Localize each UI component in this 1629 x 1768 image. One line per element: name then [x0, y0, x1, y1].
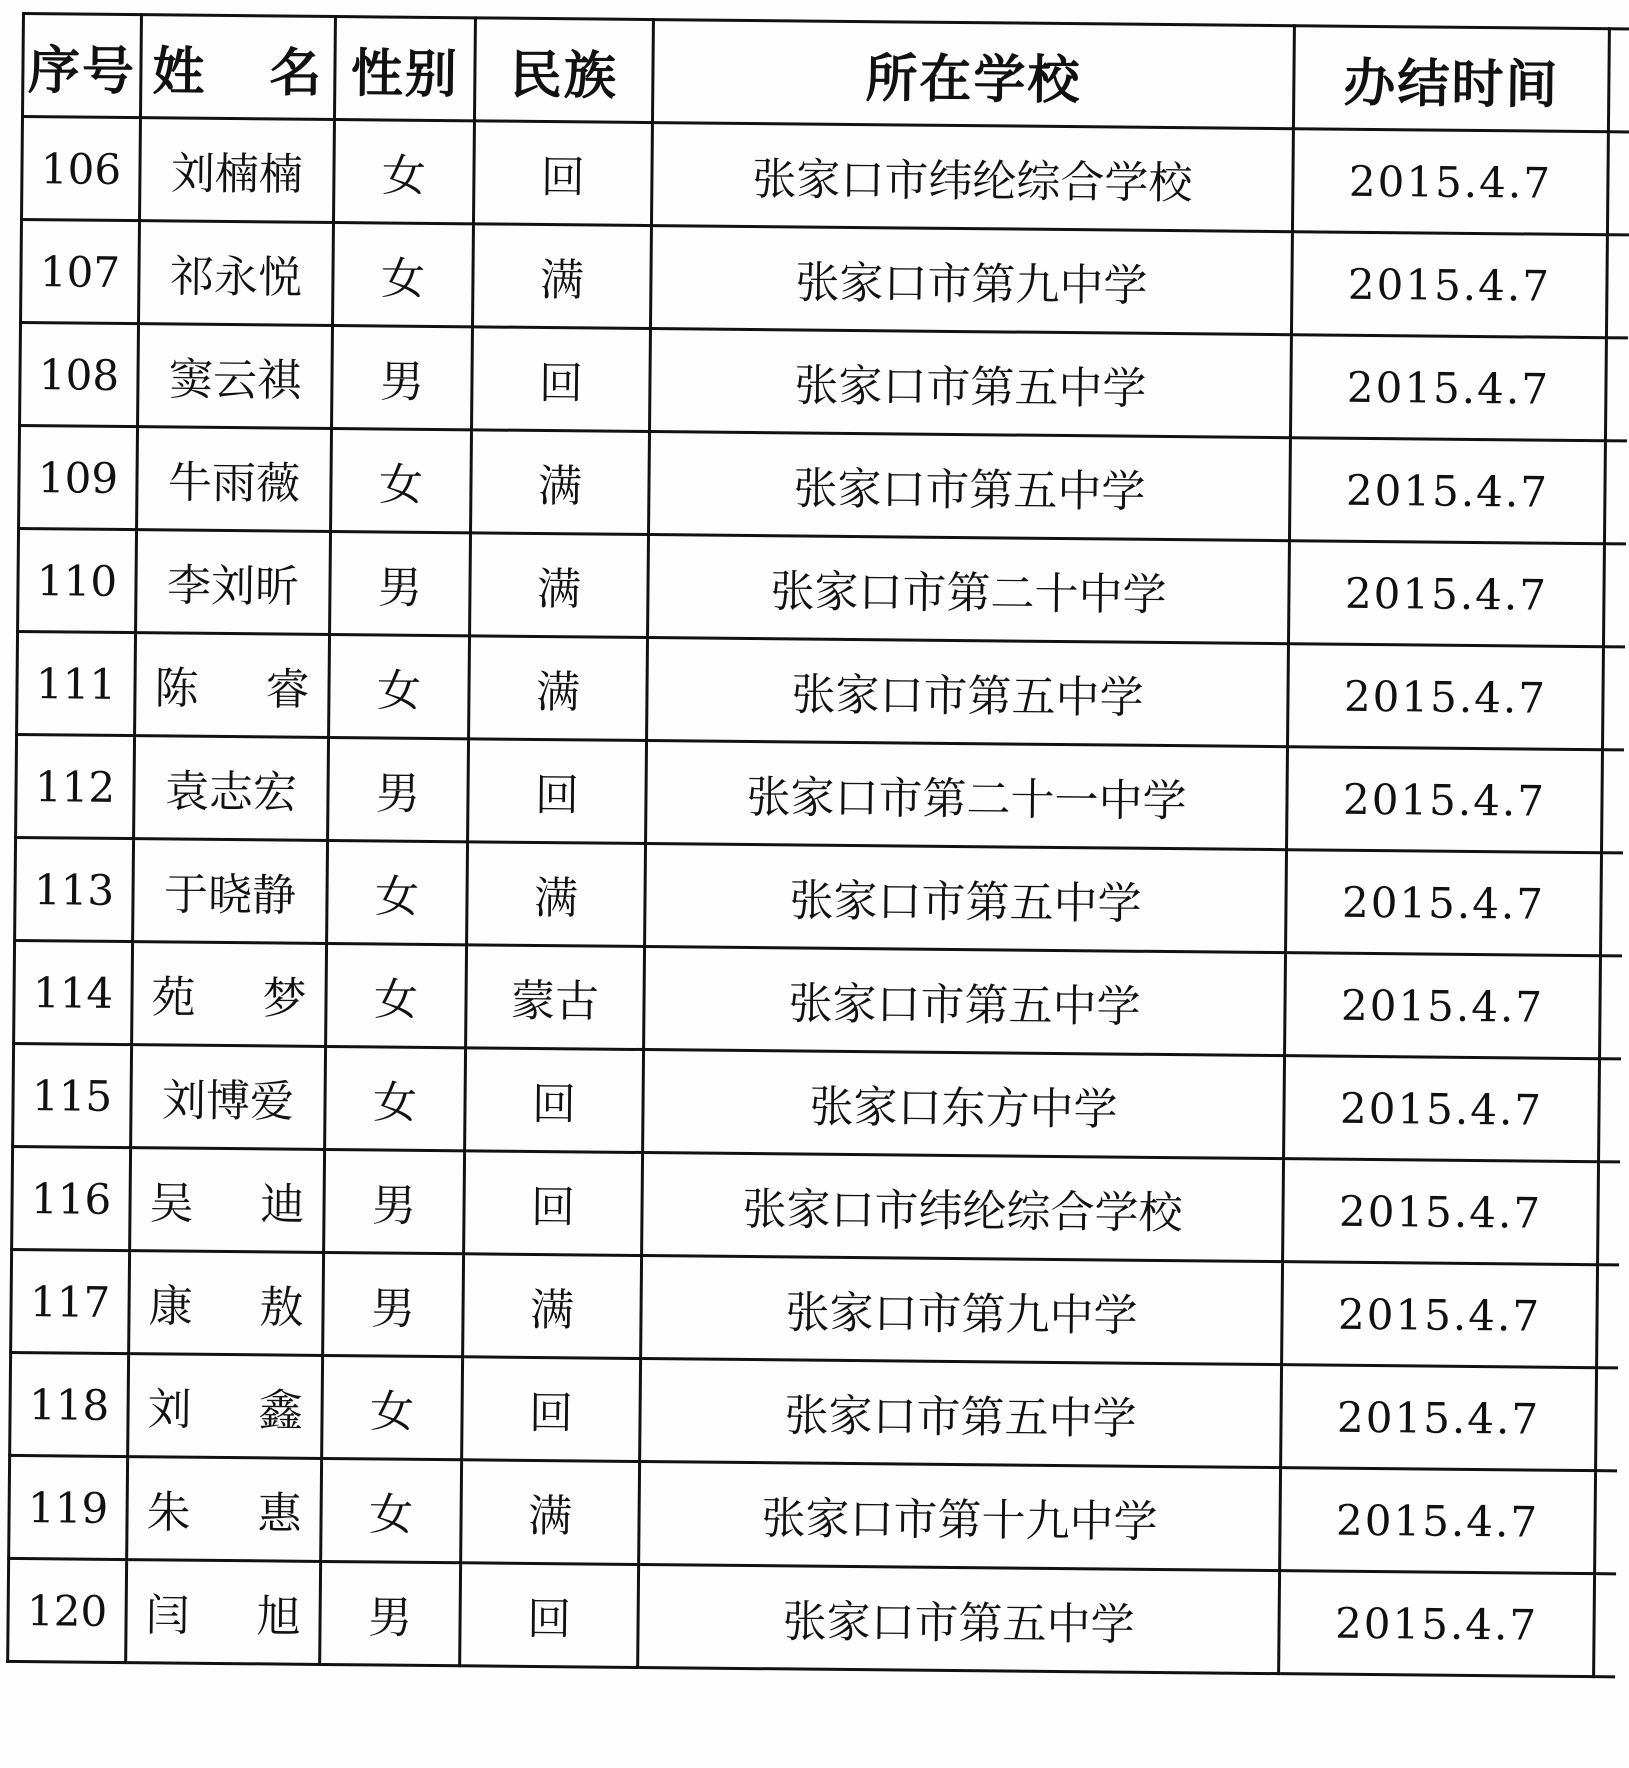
table-row	[15, 837, 1623, 955]
header-ethnicity: 民族	[474, 18, 653, 123]
table-header-row	[22, 14, 1629, 132]
cell-extra	[1595, 1471, 1617, 1574]
cell-name: 牛雨薇	[137, 427, 332, 532]
table-row	[9, 1455, 1617, 1573]
header-date: 办结时间	[1293, 26, 1609, 132]
cell-date: 2015.4.7	[1286, 850, 1602, 956]
table-row	[20, 323, 1628, 441]
cell-no: 117	[11, 1249, 130, 1353]
cell-extra	[1596, 1368, 1618, 1471]
cell-ethnicity: 回	[462, 1357, 641, 1462]
cell-ethnicity: 满	[470, 533, 649, 638]
roster-table	[6, 12, 1629, 1678]
cell-no: 110	[18, 528, 137, 632]
cell-name: 于晓静	[133, 839, 328, 944]
cell-date: 2015.4.7	[1290, 335, 1606, 441]
cell-no: 119	[9, 1455, 128, 1559]
cell-name	[126, 1560, 321, 1665]
name-char: 刘	[147, 1384, 192, 1436]
cell-extra	[1602, 750, 1624, 853]
cell-date: 2015.4.7	[1281, 1365, 1597, 1471]
table-row	[16, 734, 1624, 852]
cell-school: 张家口东方中学	[643, 1050, 1285, 1159]
header-no: 序号	[22, 14, 141, 118]
cell-extra	[1607, 132, 1629, 235]
cell-gender: 男	[324, 1149, 465, 1253]
cell-name	[130, 1148, 325, 1253]
cell-name: 祁永悦	[139, 221, 334, 326]
cell-date: 2015.4.7	[1289, 438, 1605, 544]
name-char: 朱	[146, 1487, 191, 1539]
cell-no: 115	[13, 1043, 132, 1147]
name-char: 康	[148, 1281, 193, 1333]
table-row	[10, 1352, 1618, 1470]
table-row	[13, 1043, 1621, 1161]
cell-date: 2015.4.7	[1280, 1468, 1596, 1574]
cell-ethnicity: 满	[469, 636, 648, 741]
cell-extra	[1594, 1574, 1616, 1677]
header-name-part1: 姓	[152, 41, 207, 103]
cell-date: 2015.4.7	[1285, 953, 1601, 1059]
cell-school: 张家口市第二十中学	[648, 535, 1290, 644]
cell-ethnicity: 满	[463, 1254, 642, 1359]
cell-gender: 男	[323, 1252, 464, 1356]
cell-gender: 女	[322, 1355, 463, 1459]
cell-date: 2015.4.7	[1283, 1159, 1599, 1265]
cell-no: 106	[22, 117, 141, 221]
cell-school: 张家口市第五中学	[644, 947, 1286, 1056]
name-char: 鑫	[258, 1385, 303, 1437]
table-row	[19, 425, 1627, 543]
cell-school: 张家口市第五中学	[647, 638, 1289, 747]
cell-gender: 女	[321, 1458, 462, 1562]
cell-gender: 女	[331, 428, 472, 532]
cell-date: 2015.4.7	[1288, 644, 1604, 750]
cell-ethnicity: 回	[460, 1563, 639, 1668]
cell-ethnicity: 回	[473, 121, 652, 226]
cell-ethnicity: 回	[472, 327, 651, 432]
cell-school: 张家口市纬纶综合学校	[642, 1153, 1284, 1262]
cell-school: 张家口市第九中学	[650, 226, 1292, 335]
header-name	[140, 15, 335, 120]
cell-extra	[1597, 1265, 1619, 1368]
cell-extra	[1599, 1059, 1621, 1162]
name-char: 闫	[145, 1590, 190, 1642]
cell-school: 张家口市第十九中学	[639, 1461, 1281, 1570]
cell-extra	[1606, 235, 1628, 338]
cell-ethnicity: 回	[465, 1048, 644, 1153]
header-name-part2: 名	[269, 42, 324, 104]
table-row	[17, 631, 1625, 749]
cell-ethnicity: 满	[467, 842, 646, 947]
cell-ethnicity: 蒙古	[466, 945, 645, 1050]
cell-date: 2015.4.7	[1287, 747, 1603, 853]
cell-name: 刘博爱	[131, 1045, 326, 1150]
cell-school: 张家口市第五中学	[645, 844, 1287, 953]
table-body	[8, 117, 1629, 1677]
cell-gender: 男	[330, 531, 471, 635]
cell-school: 张家口市第五中学	[638, 1564, 1280, 1673]
name-char: 吴	[149, 1178, 194, 1230]
name-char: 惠	[257, 1488, 302, 1540]
cell-school: 张家口市第二十一中学	[646, 741, 1288, 850]
cell-date: 2015.4.7	[1292, 129, 1608, 235]
cell-ethnicity: 满	[472, 224, 651, 329]
cell-no: 111	[17, 631, 136, 735]
cell-no: 116	[12, 1146, 131, 1250]
header-school: 所在学校	[652, 20, 1294, 129]
name-char: 陈	[154, 663, 199, 715]
cell-name: 刘楠楠	[140, 118, 335, 223]
cell-name	[132, 942, 327, 1047]
cell-date: 2015.4.7	[1279, 1571, 1595, 1677]
cell-name	[129, 1251, 324, 1356]
cell-ethnicity: 回	[464, 1151, 643, 1256]
cell-school: 张家口市第五中学	[650, 329, 1292, 438]
cell-no: 109	[19, 425, 138, 529]
cell-gender: 女	[325, 1046, 466, 1150]
cell-name	[135, 633, 330, 738]
cell-date: 2015.4.7	[1282, 1262, 1598, 1368]
name-char: 旭	[256, 1591, 301, 1643]
cell-date: 2015.4.7	[1291, 232, 1607, 338]
cell-ethnicity: 满	[471, 430, 650, 535]
cell-extra	[1604, 441, 1626, 544]
cell-gender: 男	[320, 1561, 461, 1665]
cell-name: 袁志宏	[134, 736, 329, 841]
cell-no: 113	[15, 837, 134, 941]
cell-date: 2015.4.7	[1288, 541, 1604, 647]
cell-name: 窦云祺	[138, 324, 333, 429]
cell-date: 2015.4.7	[1284, 1056, 1600, 1162]
cell-extra	[1602, 647, 1624, 750]
table-row	[12, 1146, 1620, 1264]
cell-name: 李刘昕	[136, 530, 331, 635]
cell-name	[127, 1457, 322, 1562]
table-row	[21, 220, 1629, 338]
cell-school: 张家口市第五中学	[649, 432, 1291, 541]
cell-gender: 男	[332, 325, 473, 429]
cell-gender: 女	[326, 943, 467, 1047]
cell-ethnicity: 回	[468, 739, 647, 844]
cell-extra	[1600, 956, 1622, 1059]
name-char: 梦	[262, 973, 307, 1025]
cell-no: 118	[10, 1352, 129, 1456]
roster-table-wrapper	[6, 12, 1629, 1687]
table-row	[14, 940, 1622, 1058]
header-extra-column	[1608, 29, 1629, 132]
cell-gender: 女	[333, 222, 474, 326]
cell-school: 张家口市第五中学	[640, 1359, 1282, 1468]
table-row	[11, 1249, 1619, 1367]
cell-extra	[1603, 544, 1625, 647]
cell-no: 112	[16, 734, 135, 838]
table-row	[8, 1558, 1616, 1676]
name-char: 敖	[259, 1282, 304, 1334]
cell-school: 张家口市纬纶综合学校	[651, 123, 1293, 232]
table-row	[18, 528, 1626, 646]
cell-extra	[1601, 853, 1623, 956]
cell-gender: 女	[327, 840, 468, 944]
cell-gender: 男	[328, 737, 469, 841]
name-char: 睿	[265, 664, 310, 716]
cell-extra	[1605, 338, 1627, 441]
cell-no: 114	[14, 940, 133, 1044]
cell-no: 120	[8, 1558, 127, 1662]
header-gender: 性别	[334, 17, 475, 121]
cell-gender: 女	[333, 120, 474, 224]
cell-no: 107	[21, 220, 140, 324]
name-char: 迪	[260, 1179, 305, 1231]
cell-extra	[1598, 1162, 1620, 1265]
name-char: 苑	[151, 972, 196, 1024]
cell-name	[128, 1354, 323, 1459]
table-row	[22, 117, 1629, 235]
cell-ethnicity: 满	[461, 1460, 640, 1565]
cell-no: 108	[20, 323, 139, 427]
cell-school: 张家口市第九中学	[641, 1256, 1283, 1365]
cell-gender: 女	[329, 634, 470, 738]
